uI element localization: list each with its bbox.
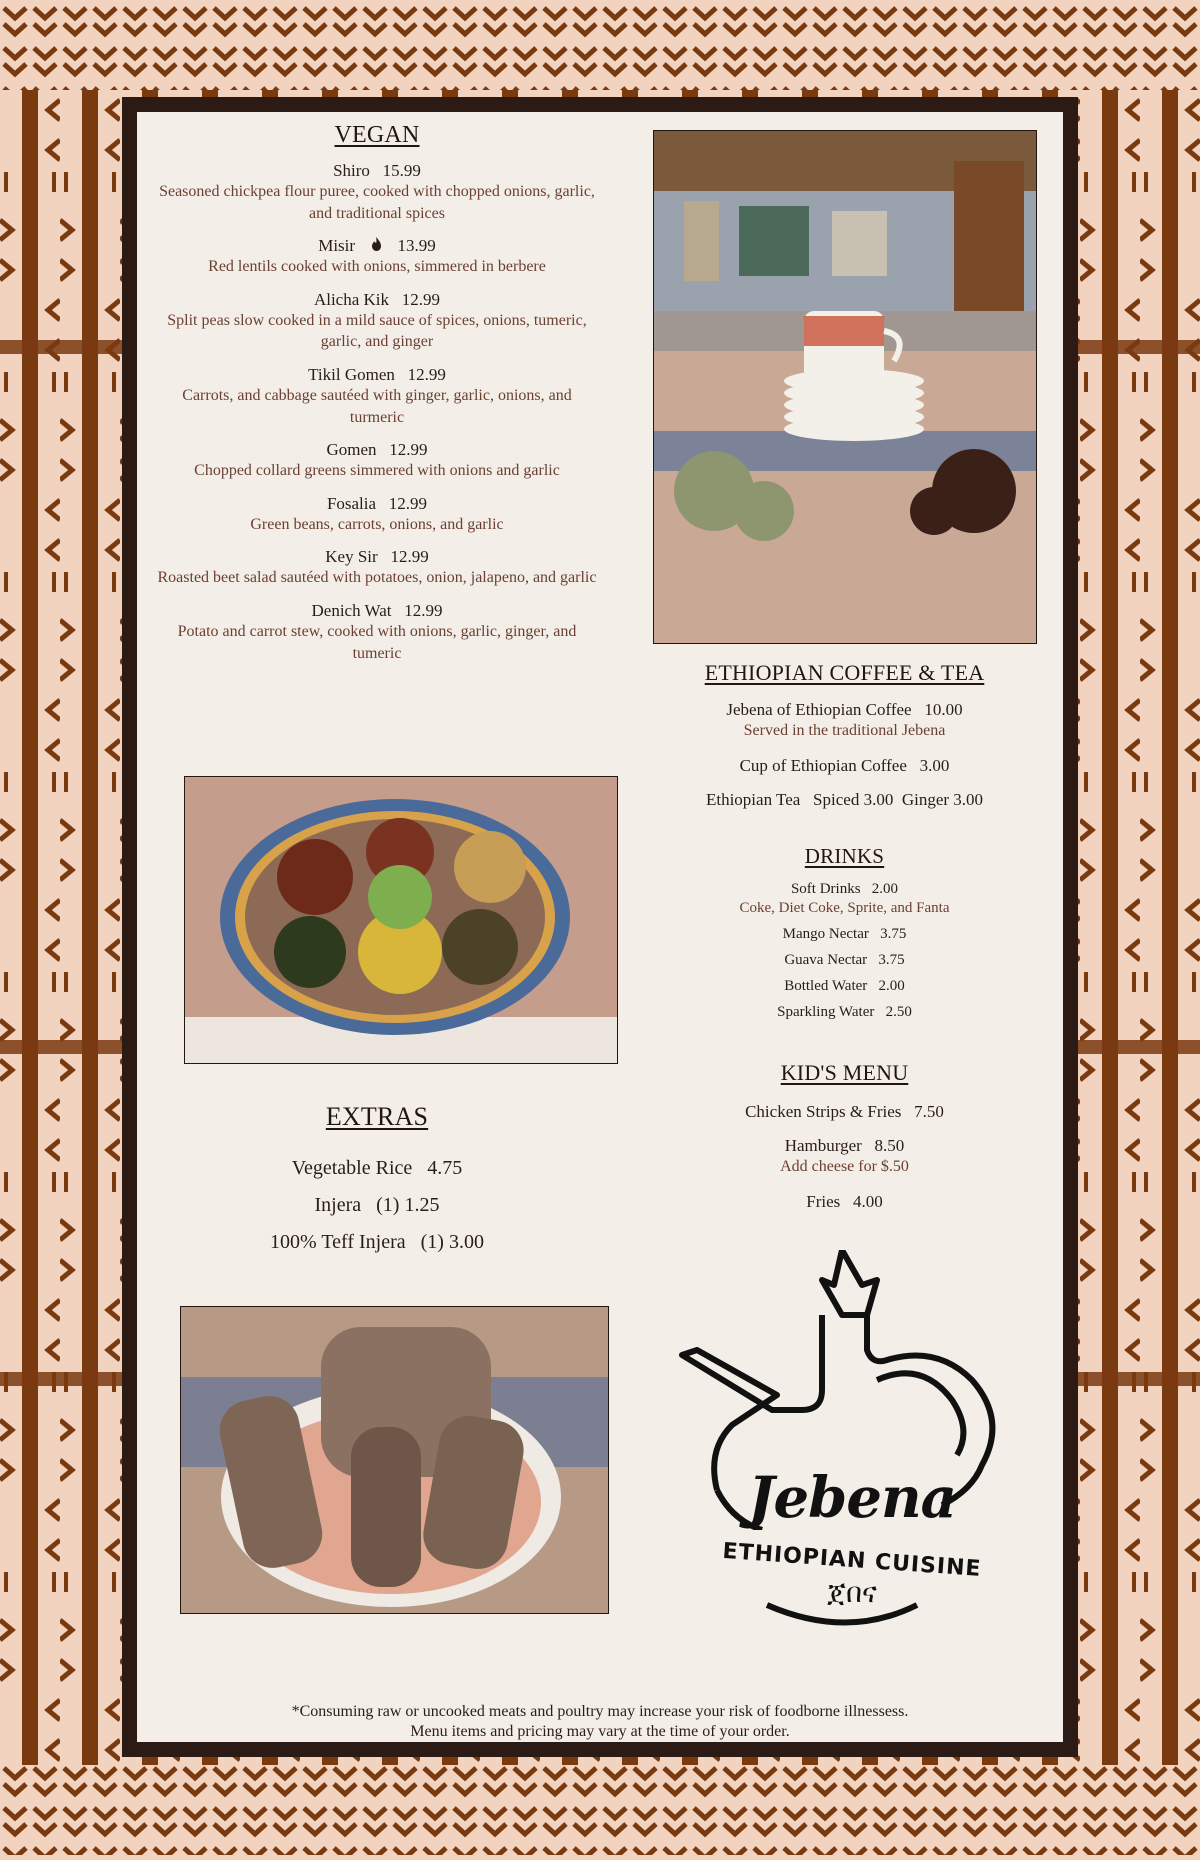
item-price: 13.99 bbox=[397, 236, 436, 256]
item-description: Roasted beet salad sautéed with potatoes, onion, jalapeno, and garlic bbox=[157, 569, 597, 587]
footer-line-1: *Consuming raw or uncooked meats and poultry may increase your risk of foodborne illnessess. bbox=[291, 1703, 909, 1720]
item-name: Misir bbox=[318, 236, 356, 256]
item-name-price: Fosalia 12.99 bbox=[326, 493, 428, 513]
kids-item: Chicken Strips & Fries 7.50 bbox=[745, 1102, 944, 1121]
item-name-price: Tikil Gomen 12.99 bbox=[308, 364, 446, 384]
menu-item bbox=[157, 365, 597, 428]
coffee-cup-photo bbox=[653, 130, 1037, 644]
item-name-price: Alicha Kik 12.99 bbox=[313, 289, 441, 309]
vegan-heading: VEGAN bbox=[334, 122, 420, 148]
kids-menu-section bbox=[642, 1060, 1047, 1212]
menu-content bbox=[137, 112, 1063, 1742]
logo-arc bbox=[672, 1590, 1032, 1640]
drinks-item: Bottled Water 2.00 bbox=[784, 978, 905, 995]
coffee-tea-section bbox=[642, 660, 1047, 810]
menu-item bbox=[642, 1136, 1047, 1178]
menu-item bbox=[157, 601, 597, 664]
menu-item bbox=[157, 440, 597, 482]
drinks-item: Guava Nectar 3.75 bbox=[784, 952, 905, 969]
menu-item bbox=[642, 790, 1047, 810]
logo-amharic: ጀበና bbox=[827, 1576, 877, 1609]
item-name-price: Gomen 12.99 bbox=[326, 440, 428, 460]
drinks-heading: DRINKS bbox=[804, 844, 885, 868]
menu-item bbox=[157, 161, 597, 224]
menu-item bbox=[157, 236, 597, 278]
menu-item bbox=[642, 756, 1047, 776]
flame-icon bbox=[369, 236, 383, 256]
extras-section bbox=[157, 1102, 597, 1261]
jebena-logo bbox=[672, 1250, 1032, 1650]
drinks-item: Sparkling Water 2.50 bbox=[777, 1004, 912, 1021]
item-name-price: Soft Drinks 2.00 bbox=[790, 881, 899, 897]
menu-item bbox=[157, 494, 597, 536]
logo-tagline: ETHIOPIAN CUISINE bbox=[721, 1538, 983, 1583]
item-name-price: Hamburger 8.50 bbox=[784, 1136, 905, 1155]
item-description: Carrots, and cabbage sautéed with ginger, garlic, onions, and turmeric bbox=[182, 386, 572, 426]
extras-item: Injera (1) 1.25 bbox=[314, 1194, 440, 1216]
item-name-price: Key Sir 12.99 bbox=[325, 547, 429, 567]
item-name-price bbox=[157, 236, 597, 256]
menu-panel bbox=[122, 97, 1078, 1757]
item-description: Coke, Diet Coke, Sprite, and Fanta bbox=[739, 900, 950, 916]
menu-item bbox=[157, 547, 597, 589]
footer-line-2: Menu items and pricing may vary at the time of your order. bbox=[410, 1723, 790, 1740]
item-name-price: Jebena of Ethiopian Coffee 10.00 bbox=[726, 700, 963, 719]
drinks-section bbox=[642, 844, 1047, 1021]
item-name-price: Denich Wat 12.99 bbox=[311, 600, 443, 620]
item-description: Potato and carrot stew, cooked with onions, garlic, ginger, and tumeric bbox=[177, 622, 577, 662]
drinks-item: Mango Nectar 3.75 bbox=[782, 926, 907, 943]
extras-item: 100% Teff Injera (1) 3.00 bbox=[270, 1231, 484, 1253]
coffee-tea-heading: ETHIOPIAN COFFEE & TEA bbox=[704, 660, 985, 685]
item-description: Served in the traditional Jebena bbox=[743, 722, 946, 739]
item-description: Split peas slow cooked in a mild sauce of spices, onions, tumeric, garlic, and ginger bbox=[167, 311, 587, 351]
kids-item: Fries 4.00 bbox=[806, 1191, 883, 1211]
item-description: Red lentils cooked with onions, simmered in berbere bbox=[208, 258, 546, 276]
menu-item bbox=[642, 700, 1047, 742]
menu-item bbox=[157, 290, 597, 353]
item-name-price: Cup of Ethiopian Coffee 3.00 bbox=[739, 755, 950, 775]
vegan-platter-photo bbox=[184, 776, 618, 1064]
footer-disclaimer bbox=[137, 1702, 1063, 1742]
item-description: Seasoned chickpea flour puree, cooked with chopped onions, garlic, and traditional spices bbox=[159, 183, 595, 222]
kids-menu-heading: KID'S MENU bbox=[780, 1060, 909, 1085]
item-description: Green beans, carrots, onions, and garlic bbox=[250, 515, 504, 533]
extras-heading: EXTRAS bbox=[325, 1102, 429, 1131]
vegan-section bbox=[157, 122, 597, 664]
item-description: Chopped collard greens simmered with onions and garlic bbox=[194, 462, 560, 480]
menu-item bbox=[642, 881, 1047, 918]
injera-photo bbox=[180, 1306, 609, 1614]
extras-item: Vegetable Rice 4.75 bbox=[291, 1157, 463, 1179]
logo-name: Jebena bbox=[748, 1465, 956, 1531]
item-name-price: Ethiopian Tea Spiced 3.00 Ginger 3.00 bbox=[705, 789, 984, 809]
item-name-price: Shiro 15.99 bbox=[333, 161, 421, 180]
item-description: Add cheese for $.50 bbox=[780, 1158, 909, 1175]
